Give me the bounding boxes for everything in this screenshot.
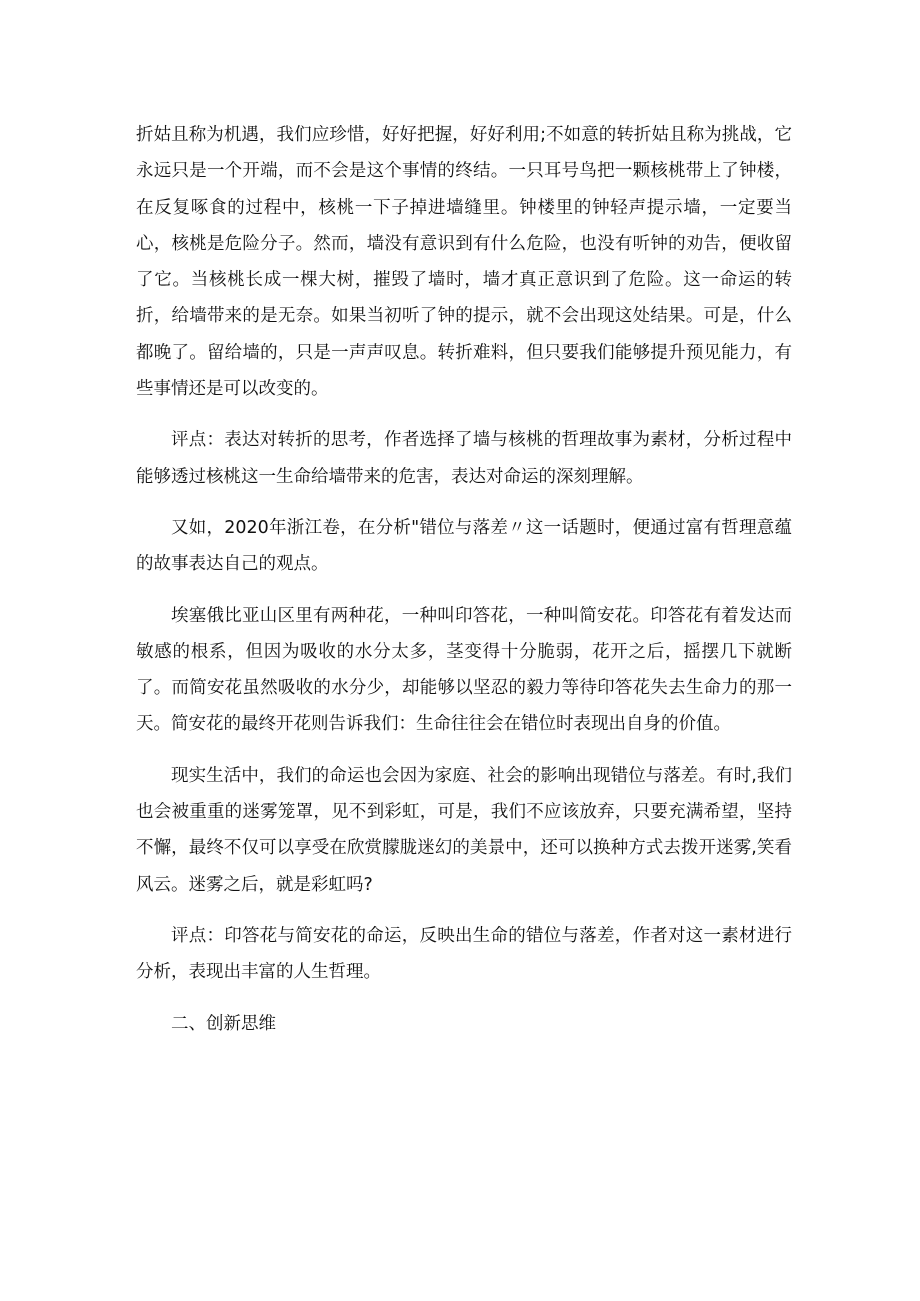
paragraph-commentary-2: 评点：印答花与简安花的命运，反映出生命的错位与落差，作者对这一素材进行分析，表现出丰富的人生哲理。: [136, 925, 792, 983]
paragraph-commentary-1: 评点：表达对转折的思考，作者选择了墙与核桃的哲理故事为素材，分析过程中能够透过核桃这一生命给墙带来的危害，表达对命运的深刻理解。: [136, 430, 792, 487]
paragraph-continuation: 折姑且称为机遇，我们应珍惜，好好把握，好好利用;不如意的转折姑且称为挑战，它永远只是一个开端，而不会是这个事情的终结。一只耳号鸟把一颗核桃带上了钟楼，在反复啄食的过程中，核桃一下子掉进墙缝里。钟楼里的钟轻声提示墙，一定要当心，核桃是危险分子。然而，墙没有意识到有什么危险，也没有听钟的劝告，便收留了它。当核桃长成一棵大树，摧毁了墙时，墙才真正意识到了危险。这一命运的转折，给墙带来的是无奈。如果当初听了钟的提示，就不会出现这处结果。可是，什么都晚了。留给墙的，只是一声声叹息。转折难料，但只要我们能够提升预见能力，有些事情还是可以改变的。: [136, 125, 792, 400]
paragraph-flower-story: 埃塞俄比亚山区里有两种花，一种叫印答花，一种叫简安花。印答花有着发达而敏感的根系，但因为吸收的水分太多，茎变得十分脆弱，花开之后，摇摆几下就断了。而简安花虽然吸收的水分少，却能够以坚忍的毅力等待印答花失去生命力的那一天。简安花的最终开花则告诉我们：生命往往会在错位时表现出自身的价值。: [136, 605, 792, 735]
paragraph-example-intro: 又如，2020年浙江卷，在分析"错位与落差〃这一话题时，便通过富有哲理意蕴的故事表达自己的观点。: [136, 517, 792, 575]
section-heading: 二、创新思维: [171, 1013, 276, 1034]
document-body: [136, 117, 792, 1057]
paragraph-real-life: 现实生活中，我们的命运也会因为家庭、社会的影响出现错位与落差。有时,我们也会被重重的迷雾笼罩，见不到彩虹，可是，我们不应该放弃，只要充满希望，坚持不懈，最终不仅可以享受在欣赏朦胧迷幻的美景中，还可以换种方式去拨开迷雾,笑看风云。迷雾之后，就是彩虹吗?: [136, 765, 792, 895]
